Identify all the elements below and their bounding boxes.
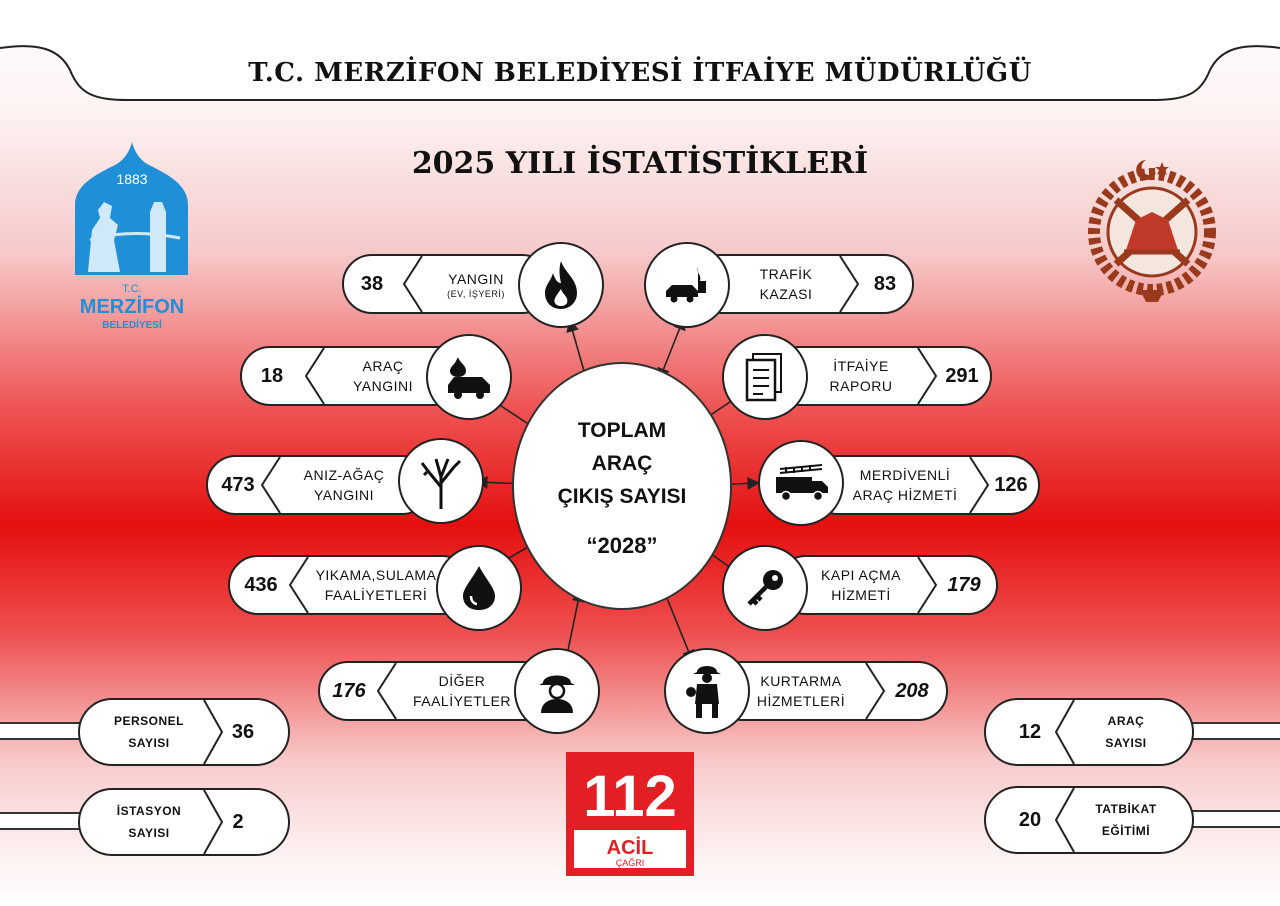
side-bar-right-1 xyxy=(1188,722,1280,740)
aniz-label: ANIZ-AĞAÇ YANGINI xyxy=(303,467,385,503)
yangin-value: 38 xyxy=(360,273,384,295)
page-title: T.C. MERZİFON BELEDİYESİ İTFAİYE MÜDÜRLÜĞÜ xyxy=(248,58,1032,88)
rescue-icon xyxy=(664,648,750,734)
center-line1: TOPLAM xyxy=(577,418,667,442)
merdivenli-label: MERDİVENLİ ARAÇ HİZMETİ xyxy=(852,467,958,503)
page-subtitle: 2025 YILI İSTATİSTİKLERİ xyxy=(411,146,869,181)
stat-arac xyxy=(984,698,1194,766)
svg-text:T.C.: T.C. xyxy=(122,283,142,295)
water-drop-icon xyxy=(436,545,522,631)
trafik-label: TRAFİK KAZASI xyxy=(759,266,813,302)
svg-text:BELEDİYESİ: BELEDİYESİ xyxy=(102,320,162,331)
report-icon xyxy=(722,334,808,420)
aniz-value: 473 xyxy=(221,474,255,496)
stat-personel xyxy=(78,698,290,766)
tatbikat-value: 20 xyxy=(1018,809,1042,831)
trafik-value: 83 xyxy=(873,273,897,295)
svg-text:1883: 1883 xyxy=(116,171,148,187)
side-bar-left-2 xyxy=(0,812,90,830)
arac-yangini-value: 18 xyxy=(260,365,284,387)
tatbikat-label: TATBİKAT EĞİTİMİ xyxy=(1095,802,1157,838)
svg-text:MERZİFON: MERZİFON xyxy=(79,296,185,318)
yikama-label: YIKAMA,SULAMA FAALİYETLERİ xyxy=(315,567,437,603)
center-line2: ARAÇ xyxy=(591,451,653,475)
key-icon xyxy=(722,545,808,631)
total-vehicle-exit-circle xyxy=(512,362,732,610)
item-kapi-acma xyxy=(776,555,998,615)
diger-value: 176 xyxy=(332,680,366,702)
center-line3: ÇIKIŞ SAYISI xyxy=(557,484,687,508)
arac-sayisi-label: ARAÇ SAYISI xyxy=(1105,714,1147,750)
total-value: “2028” xyxy=(586,532,658,558)
personel-value: 36 xyxy=(231,721,255,743)
car-fire-icon xyxy=(426,334,512,420)
fire-icon xyxy=(518,242,604,328)
merdivenli-value: 126 xyxy=(994,474,1028,496)
yikama-value: 436 xyxy=(244,574,278,596)
istasyon-label: İSTASYON SAYISI xyxy=(116,804,182,840)
istasyon-value: 2 xyxy=(232,811,244,833)
arac-value: 12 xyxy=(1018,721,1042,743)
itfaiye-raporu-value: 291 xyxy=(945,365,979,387)
side-bar-right-2 xyxy=(1188,810,1280,828)
itfaiye-raporu-label: İTFAİYE RAPORU xyxy=(829,358,893,394)
stat-istasyon xyxy=(78,788,290,856)
tree-icon xyxy=(398,438,484,524)
svg-text:ÇAĞRI: ÇAĞRI xyxy=(615,858,645,868)
kurtarma-label: KURTARMA HİZMETLERİ xyxy=(756,673,846,709)
arac-yangini-label: ARAÇ YANGINI xyxy=(352,358,414,394)
kapi-label: KAPI AÇMA HİZMETİ xyxy=(821,567,901,603)
svg-text:112: 112 xyxy=(583,764,677,829)
side-bar-left-1 xyxy=(0,722,90,740)
stat-tatbikat xyxy=(984,786,1194,854)
svg-text:ACİL: ACİL xyxy=(606,837,654,859)
firefighter-icon xyxy=(514,648,600,734)
personel-label: PERSONEL SAYISI xyxy=(113,714,184,750)
emergency-112-logo xyxy=(566,752,694,876)
kapi-value: 179 xyxy=(947,574,981,596)
ladder-truck-icon xyxy=(758,440,844,526)
yangin-label: YANGIN (EV, İŞYERİ) xyxy=(447,270,505,299)
diger-label: DİĞER FAALİYETLER xyxy=(412,673,512,709)
kurtarma-value: 208 xyxy=(895,680,929,702)
car-crash-icon xyxy=(644,242,730,328)
